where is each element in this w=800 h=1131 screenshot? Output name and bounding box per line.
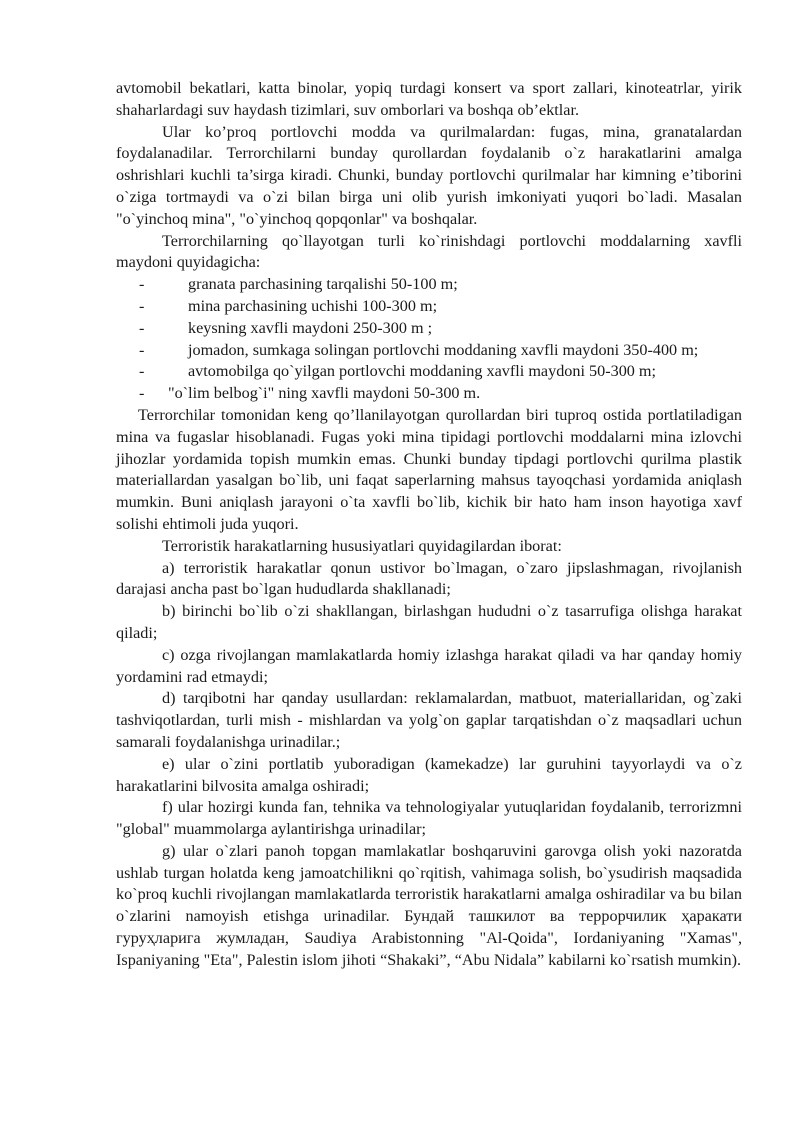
list-item [116, 274, 742, 296]
list-item [116, 340, 742, 362]
paragraph-danger-zones-intro: Terrorchilarning qo`llayotgan turli ko`rinishdagi portlovchi moddalarning xavfli maydoni quyidagicha: [116, 231, 742, 272]
danger-zone-list [116, 274, 742, 405]
paragraph-mines: Terrorchilar tomonidan keng qo’llanilayotgan qurollardan biri tuproq ostida portlatiladigan mina va fugaslar hisoblanadi. Fugas yoki mina tipidagi portlovchi moddalarni mina izlovchi jihozlar yordamida topish mumkin emas. Chunki bunday tipdagi portlovchi qurilma plastik materiallardan yasalgan bo`lib, uni faqat saperlarning mahsus tayoqchasi yordamida aniqlash mumkin. Buni aniqlash jarayoni o`ta xavfli bo`lib, kichik bir hato ham inson hayotiga xavf solishi ehtimoli juda yuqori. [116, 405, 742, 533]
list-item-text: granata parchasining tarqalishi 50-100 m; [188, 275, 458, 294]
list-dash: - [139, 340, 145, 359]
feature-item-a: a) terroristik harakatlar qonun ustivor bo`lmagan, o`zaro jipslashmagan, rivojlanish darajasi ancha past bo`lgan hududlarda shakllanadi; [116, 558, 742, 599]
list-item-text: mina parchasining uchishi 100-300 m; [188, 296, 438, 315]
list-dash: - [139, 275, 145, 294]
list-item [116, 361, 742, 383]
paragraph-intro-continued: avtomobil bekatlari, katta binolar, yopiq turdagi konsert va sport zallari, kinoteatrlar, yirik shaharlardagi suv haydash tizimlari, suv omborlari va boshqa ob’ektlar. [116, 79, 742, 119]
document-page [116, 78, 742, 972]
feature-item-b: b) birinchi bo`lib o`zi shakllangan, birlashgan hududni o`z tasarrufiga olishga harakat qiladi; [116, 602, 742, 642]
paragraph-explosives: Ular ko’proq portlovchi modda va qurilmalardan: fugas, mina, granatalardan foydalanadilar. Terrorchilarni bunday qurollardan foydalanib o`z harakatlarini amalga oshrishlari kuchli ta’sirga kiradi. Chunki, bunday portlovchi qurilmalar har kimning e’tiborini o`ziga tortmaydi va o`zi bilan birga uni olib yurish imkoniyati yuqori bo`ladi. Masalan "o`yinchoq mina", "o`yinchoq qopqonlar" va boshqalar. [116, 122, 742, 228]
list-dash: - [139, 296, 145, 315]
list-dash: - [139, 362, 145, 381]
list-dash: - [139, 318, 145, 337]
feature-item-g: g) ular o`zlari panoh topgan mamlakatlar boshqaruvini garovga olish yoki nazoratda ushlab turgan holatda keng jamoatchilikni qo`rqitish, vahimaga solish, bo`ysudirish maqsadida ko`proq kuchli rivojlangan mamlakatlarda terroristik harakatlarni amalga oshiradilar va bu bilan o`zlarini namoyish etishga urinadilar. Бундай ташкилот ва террорчилик ҳаракати гуруҳларига жумладан, Saudiya Arabistonning "Al-Qoida", Iordaniyaning "Xamas", Ispaniyaning "Eta", Palestin islom jihoti “Shakaki”, “Abu Nidala” kabilarni ko`rsatish mumkin). [116, 841, 742, 969]
list-item-text: "o`lim belbog`i" ning xavfli maydoni 50-300 m. [168, 384, 481, 403]
feature-item-d: d) tarqibotni har qanday usullardan: reklamalardan, matbuot, materiallaridan, og`zaki tashviqotlardan, turli mish - mishlardan va yolg`on gaplar tarqatishdan o`z maqsadlari uchun samarali foydalanishga urinadilar.; [116, 689, 742, 751]
feature-item-f: f) ular hozirgi kunda fan, tehnika va tehnologiyalar yutuqlaridan foydalanib, terrorizmni "global" muammolarga aylantirishga urinadilar; [116, 798, 742, 839]
feature-item-c: c) ozga rivojlangan mamlakatlarda homiy izlashga harakat qiladi va har qanday homiy yordamini rad etmaydi; [116, 645, 742, 686]
list-item-text: avtomobilga qo`yilgan portlovchi moddaning xavfli maydoni 50-300 m; [188, 362, 657, 381]
feature-item-e: e) ular o`zini portlatib yuboradigan (kamekadze) lar guruhini tayyorlaydi va o`z harakatlarini bilvosita amalga oshiradi; [116, 754, 742, 795]
list-item [116, 318, 742, 340]
list-item [116, 296, 742, 318]
paragraph-features-intro: Terroristik harakatlarning hususiyatlari quyidagilardan iborat: [162, 536, 562, 555]
list-item-text: jomadon, sumkaga solingan portlovchi moddaning xavfli maydoni 350-400 m; [188, 340, 699, 359]
list-dash: - [139, 384, 145, 403]
list-item-text: keysning xavfli maydoni 250-300 m ; [188, 318, 433, 337]
list-item [116, 383, 742, 405]
